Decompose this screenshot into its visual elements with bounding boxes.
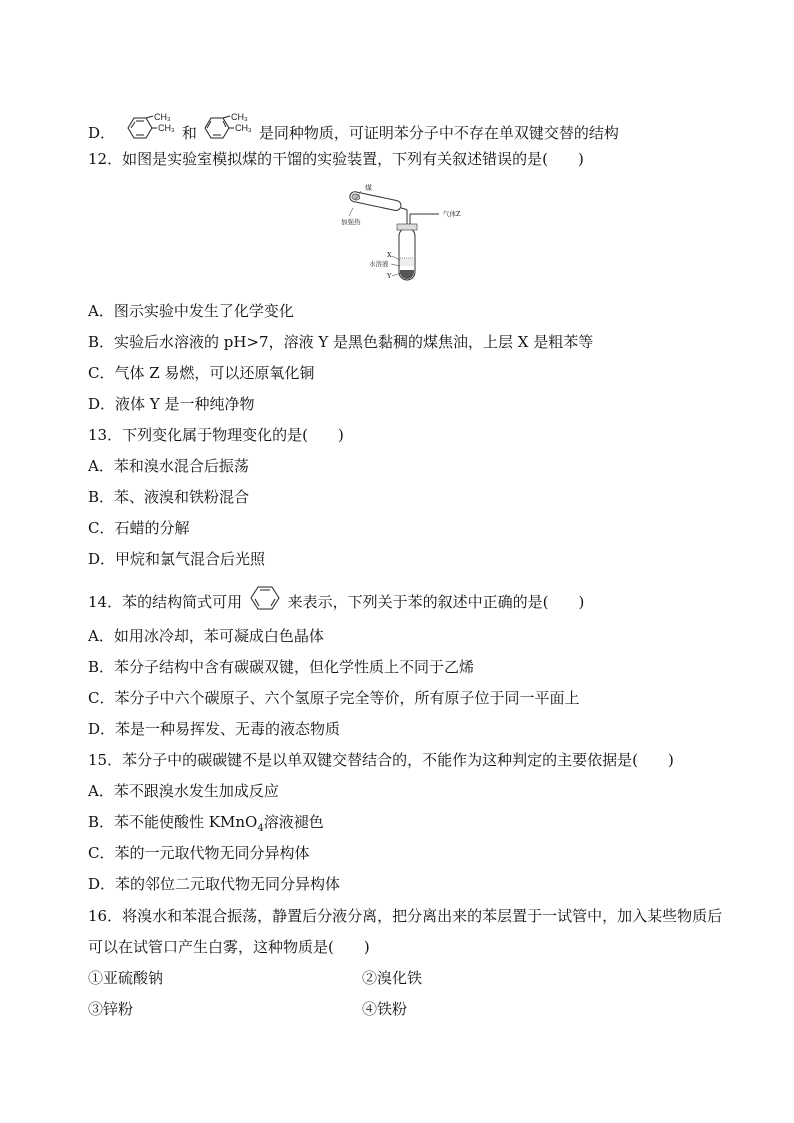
figure-label-y: Y (387, 272, 392, 280)
q11-option-d-label: D． (88, 124, 116, 142)
q14-stem (88, 584, 584, 614)
q13-option-a: A．苯和溴水混合后振荡 (88, 457, 249, 475)
q16-choice-4: ④铁粉 (362, 1000, 408, 1018)
coal-distillation-apparatus-figure (335, 180, 475, 290)
figure-label-gas-z: 气体Z (443, 210, 461, 218)
figure-label-coal: 煤 (365, 184, 372, 192)
q15-option-b-sub: 4 (257, 823, 264, 834)
ch3-label: CH₃ (153, 112, 171, 122)
q12-stem: 12．如图是实验室模拟煤的干馏的实验装置，下列有关叙述错误的是( ) (88, 150, 584, 168)
q15-option-c: C．苯的一元取代物无同分异构体 (88, 844, 310, 862)
q14-stem-pre: 14．苯的结构简式可用 (88, 593, 243, 611)
ch3-label: CH₃ (234, 123, 252, 133)
q11-option-d-text: 是同种物质，可证明苯分子中不存在单双键交替的结构 (258, 124, 619, 142)
q14-option-b: B．苯分子结构中含有碳碳双键，但化学性质上不同于乙烯 (88, 658, 475, 676)
ch3-label: CH₃ (230, 112, 248, 122)
q12-option-b: B．实验后水溶液的 pH>7，溶液 Y 是黑色黏稠的煤焦油，上层 X 是粗苯等 (88, 333, 594, 351)
q15-option-a: A．苯不跟溴水发生加成反应 (88, 782, 279, 800)
q11-option-d (88, 112, 619, 142)
q12-option-a: A．图示实验中发生了化学变化 (88, 302, 294, 320)
q12-option-d: D．液体 Y 是一种纯净物 (88, 395, 255, 413)
q13-option-c: C．石蜡的分解 (88, 519, 190, 537)
q15-option-b (88, 812, 324, 839)
q11-option-d-and: 和 (181, 124, 197, 142)
figure-label-heat: 加强热 (341, 218, 361, 226)
q14-option-d: D．苯是一种易挥发、无毒的液态物质 (88, 720, 341, 738)
q15-option-d: D．苯的邻位二元取代物无同分异构体 (88, 875, 341, 893)
q13-option-d: D．甲烷和氯气混合后光照 (88, 550, 266, 568)
o-xylene-alt-structure-icon (197, 112, 259, 144)
benzene-ring-icon (247, 584, 283, 612)
q15-option-b-post: 溶液褪色 (263, 813, 324, 831)
q13-option-b: B．苯、液溴和铁粉混合 (88, 488, 250, 506)
q16-stem: 16．将溴水和苯混合振荡，静置后分液分离，把分离出来的苯层置于一试管中，加入某些物质后可以在试管口产生白雾，这种物质是( ) (88, 907, 723, 956)
q16-choice-1: ①亚硫酸钠 (88, 969, 164, 987)
q15-stem: 15．苯分子中的碳碳键不是以单双键交替结合的，不能作为这种判定的主要依据是( ) (88, 751, 674, 769)
q14-option-a: A．如用冰冷却，苯可凝成白色晶体 (88, 627, 324, 645)
figure-label-aqueous: 水溶液 (369, 260, 389, 268)
figure-label-x: X (387, 251, 392, 259)
q15-option-b-pre: B．苯不能使酸性 KMnO (88, 813, 258, 831)
q12-option-c: C．气体 Z 易燃，可以还原氧化铜 (88, 364, 315, 382)
q14-stem-post: 来表示，下列关于苯的叙述中正确的是( ) (287, 593, 585, 611)
q14-option-c: C．苯分子中六个碳原子、六个氢原子完全等价，所有原子位于同一平面上 (88, 689, 580, 707)
o-xylene-structure-icon (120, 112, 182, 144)
q16-choice-2: ②溴化铁 (362, 969, 423, 987)
q16-choice-3: ③锌粉 (88, 1000, 134, 1018)
q13-stem: 13．下列变化属于物理变化的是( ) (88, 426, 344, 444)
ch3-label: CH₃ (157, 123, 175, 133)
